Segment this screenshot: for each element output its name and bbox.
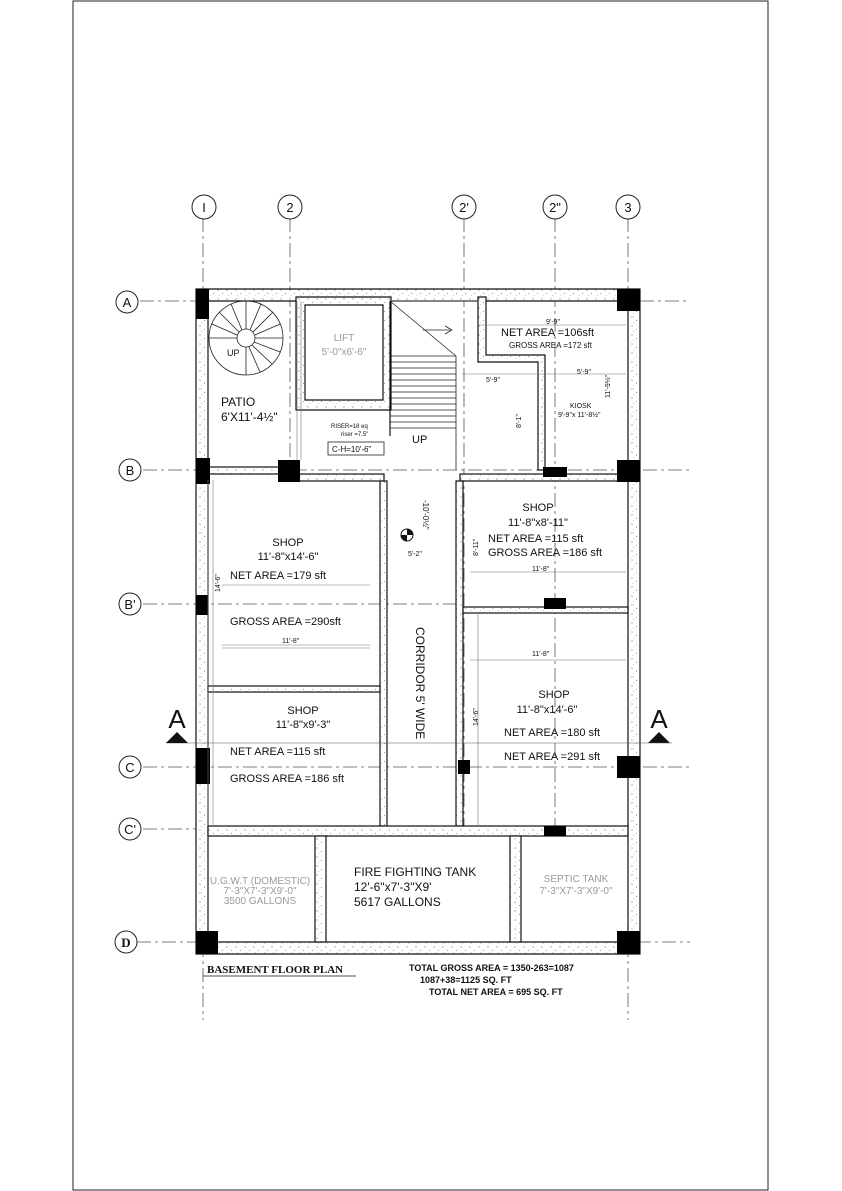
grid-row-c-prime-label: C' bbox=[124, 822, 136, 837]
shop-right-top-gross: GROSS AREA =186 sft bbox=[488, 547, 603, 559]
shop-right-bottom-gross: NET AREA =291 sft bbox=[504, 751, 601, 763]
section-mark-left-label: A bbox=[168, 704, 186, 734]
patio-name: PATIO bbox=[221, 395, 256, 409]
shop-right-bottom-dim-v: 14'-6" bbox=[473, 708, 480, 726]
lift-size: 5'-0"x6'-6" bbox=[321, 347, 367, 358]
total-gross-adjusted: 1087+38=1125 SQ. FT bbox=[420, 975, 512, 985]
shop-left-bottom-net: NET AREA =115 sft bbox=[230, 746, 326, 758]
shop-left-top-dim-v: 14'-6" bbox=[215, 574, 222, 592]
grid-bubble-col-5 bbox=[616, 195, 640, 219]
grid-col-4-label: 2" bbox=[549, 200, 561, 215]
shop-right-top-net: NET AREA =115 sft bbox=[488, 533, 584, 545]
shop-right-bottom-name: SHOP bbox=[538, 689, 570, 701]
total-net-area: TOTAL NET AREA = 695 SQ. FT bbox=[429, 987, 563, 997]
stair-riser-height: riser =7.5" bbox=[341, 432, 369, 438]
grid-bubble-row-b-prime bbox=[119, 593, 141, 615]
stair-up-label: UP bbox=[412, 434, 428, 446]
grid-bubble-row-d bbox=[115, 931, 137, 953]
sheet-border bbox=[73, 1, 768, 1190]
grid-row-d-label: D bbox=[121, 935, 131, 950]
grid-bubble-row-b bbox=[119, 459, 141, 481]
spiral-stair bbox=[209, 301, 283, 375]
stair-riser-count: RISER=18 eq bbox=[331, 424, 368, 430]
grid-bubble-col-1 bbox=[192, 195, 216, 219]
septic-line-1: SEPTIC TANK bbox=[543, 874, 609, 885]
kiosk-dim-a: 5'-9" bbox=[486, 377, 500, 384]
grid-col-1-label: I bbox=[202, 200, 206, 215]
shop-right-top-dim-v: 8'-11" bbox=[473, 538, 480, 556]
grid-row-a-label: A bbox=[122, 295, 132, 310]
grid-bubbles bbox=[115, 195, 640, 953]
grid-row-c-label: C bbox=[125, 760, 135, 775]
ugwt-line-2: 7'-3"X7'-3"X9'-0" bbox=[223, 886, 297, 897]
top-shop-gross-area: GROSS AREA =172 sft bbox=[509, 341, 592, 350]
grid-col-5-label: 3 bbox=[624, 200, 632, 215]
grid-row-b-prime-label: B' bbox=[124, 597, 136, 612]
top-shop-width-dim: 9'-9" bbox=[546, 319, 560, 326]
kiosk-size: 9'-9"x 11'-8½" bbox=[558, 412, 601, 419]
shop-left-top-net: NET AREA =179 sft bbox=[230, 570, 327, 582]
grid-bubble-row-c bbox=[119, 756, 141, 778]
kiosk-dim-b: 5'-9" bbox=[577, 369, 591, 376]
kiosk-dim-vertical-2: 11'-9½" bbox=[605, 374, 612, 398]
kiosk-dim-vertical-1: 8'-1" bbox=[516, 414, 523, 428]
patio-size: 6'X11'-4½" bbox=[221, 410, 278, 424]
shop-left-bottom-gross: GROSS AREA =186 sft bbox=[230, 773, 345, 785]
grid-bubble-col-4 bbox=[543, 195, 567, 219]
fire-tank-line-1: FIRE FIGHTING TANK bbox=[354, 865, 477, 879]
shop-right-top-dim-h: 11'-8" bbox=[532, 566, 550, 573]
plan-title: BASEMENT FLOOR PLAN bbox=[207, 964, 344, 976]
kiosk-name: KIOSK bbox=[570, 403, 592, 410]
grid-col-2-label: 2 bbox=[286, 200, 294, 215]
shop-right-top-size: 11'-8"x8'-11" bbox=[508, 517, 568, 529]
shop-left-top-name: SHOP bbox=[272, 537, 304, 549]
grid-col-3-label: 2' bbox=[459, 200, 469, 215]
shop-right-top-name: SHOP bbox=[522, 502, 554, 514]
level-marker bbox=[401, 529, 413, 541]
shop-left-bottom-name: SHOP bbox=[287, 705, 319, 717]
ugwt-line-1: U.G.W.T (DOMESTIC) bbox=[209, 876, 311, 887]
shop-left-top-size: 11'-8"x14'-6" bbox=[257, 551, 319, 563]
corridor-level: -10'-0½" bbox=[421, 500, 430, 530]
shop-left-top-gross: GROSS AREA =290sft bbox=[230, 616, 341, 628]
shop-left-bottom-size: 11'-8"x9'-3" bbox=[275, 719, 331, 731]
grid-bubble-col-2 bbox=[278, 195, 302, 219]
fire-tank-line-3: 5617 GALLONS bbox=[354, 895, 441, 909]
grid-bubble-row-a bbox=[116, 291, 138, 313]
lift-name: LIFT bbox=[333, 333, 355, 344]
shop-right-bottom-net: NET AREA =180 sft bbox=[504, 727, 601, 739]
total-gross-area: TOTAL GROSS AREA = 1350-263=1087 bbox=[409, 963, 574, 973]
grid-bubble-col-3 bbox=[452, 195, 476, 219]
shop-left-top-dim-h: 11'-8" bbox=[282, 638, 300, 645]
ugwt-line-3: 3500 GALLONS bbox=[223, 896, 297, 907]
shop-right-bottom-size: 11'-8"x14'-6" bbox=[516, 704, 578, 716]
shop-right-bottom-dim-h: 11'-8" bbox=[532, 651, 550, 658]
top-shop-net-area: NET AREA =106sft bbox=[501, 327, 595, 339]
fire-tank-line-2: 12'-6"x7'-3"X9' bbox=[354, 880, 432, 894]
grid-row-b-label: B bbox=[125, 463, 135, 478]
ceiling-height: C-H=10'-6" bbox=[332, 445, 372, 454]
grid-bubble-row-c-prime bbox=[119, 818, 141, 840]
corridor-label: CORRIDOR 5' WIDE bbox=[413, 627, 427, 740]
septic-line-2: 7'-3"X7'-3"X9'-0" bbox=[539, 886, 613, 897]
section-mark-right-label: A bbox=[650, 704, 668, 734]
corridor-width-dim: 5'-2" bbox=[408, 551, 422, 558]
spiral-stair-up-label: UP bbox=[227, 348, 240, 358]
